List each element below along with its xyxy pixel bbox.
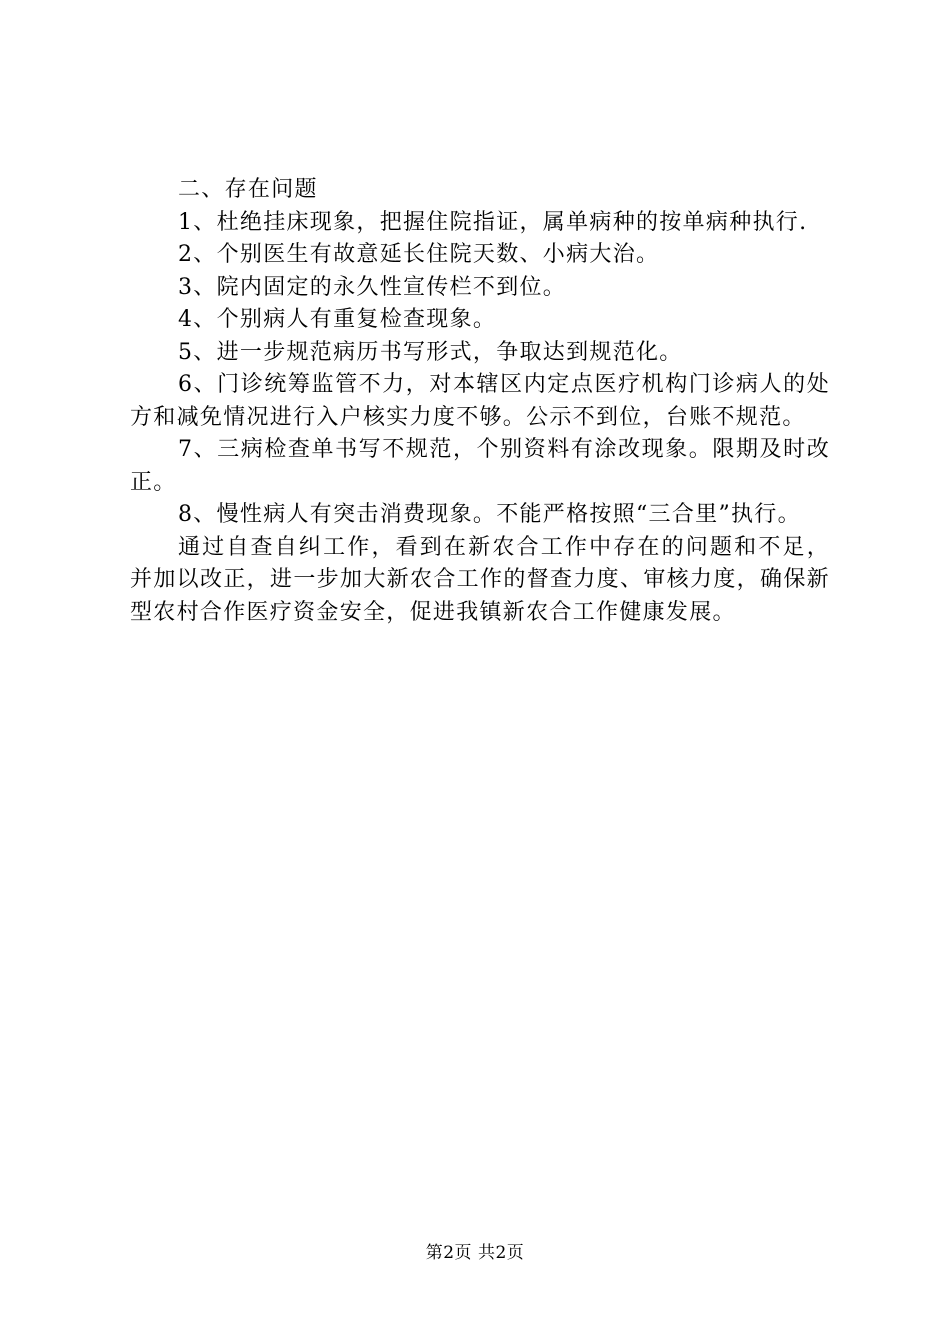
page-number-footer: 第2页 共2页 <box>425 1243 525 1263</box>
conclusion-paragraph: 通过自查自纠工作，看到在新农合工作中存在的问题和不足，并加以改正，进一步加大新农合工作的督查力度、审核力度，确保新型农村合作医疗资金安全，促进我镇新农合工作健康发展。 <box>130 534 830 625</box>
issue-item-2: 2、个别医生有故意延长住院天数、小病大治。 <box>178 242 660 267</box>
document-body <box>130 174 830 629</box>
section-heading: 二、存在问题 <box>178 177 318 202</box>
issue-item-3: 3、院内固定的永久性宣传栏不到位。 <box>178 274 567 300</box>
issue-item-4: 4、个别病人有重复检查现象。 <box>178 307 497 332</box>
issue-item-5: 5、进一步规范病历书写形式，争取达到规范化。 <box>178 339 683 365</box>
issue-item-1: 1、杜绝挂床现象，把握住院指证，属单病种的按单病种执行. <box>178 209 808 235</box>
issue-item-7: 7、三病检查单书写不规范，个别资料有涂改现象。限期及时改正。 <box>130 437 830 495</box>
issue-item-8: 8、慢性病人有突击消费现象。不能严格按照“三合里”执行。 <box>178 502 801 527</box>
issue-item-6: 6、门诊统筹监管不力，对本辖区内定点医疗机构门诊病人的处方和减免情况进行入户核实力度不够。公示不到位，台账不规范。 <box>130 372 830 430</box>
